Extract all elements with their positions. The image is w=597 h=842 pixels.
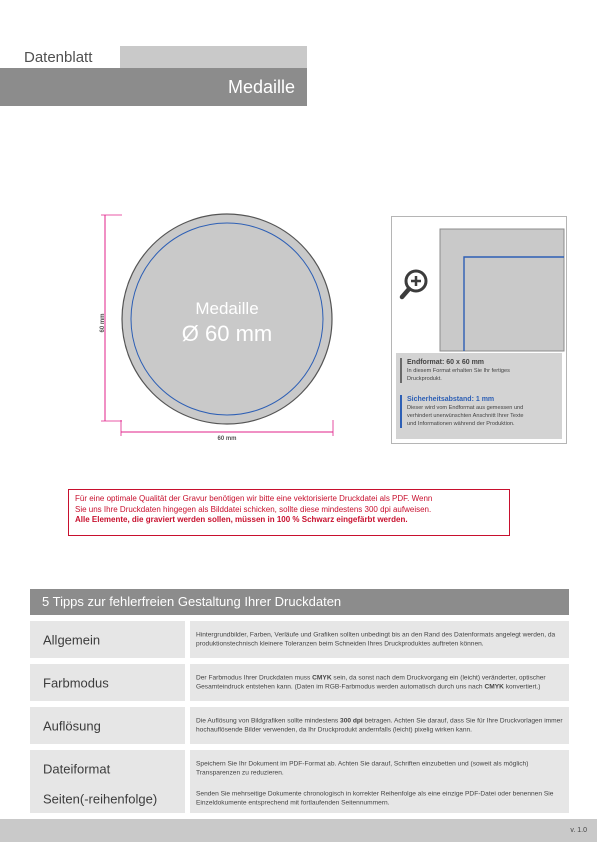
notice-bold-line: Alle Elemente, die graviert werden sollen, müssen in 100 % Schwarz eingefärbt werden.	[75, 515, 408, 524]
zoom-detail-panel	[391, 216, 567, 444]
notice-line: Für eine optimale Qualität der Gravur benötigen wir bitte eine vektorisierte Druckdatei als PDF. Wenn	[75, 494, 433, 503]
notice-line: Sie uns Ihre Druckdaten hingegen als Bilddatei schicken, sollte diese mindestens 300 dpi aufweisen.	[75, 504, 432, 514]
safety-margin-line: verhindert unerwünschten Anschnitt Ihrer Texte	[407, 413, 524, 419]
tip-text: Der Farbmodus Ihrer Druckdaten muss CMYK sein, da sonst nach dem Druckvorgang ein (leicht) veränderter, optischer Gesamteindruck entstehen kann. (Daten im RGB-Farbmodus werden automatisch durch uns nach CMYK konvertiert.)	[196, 674, 546, 691]
safety-margin-title: Sicherheitsabstand: 1 mm	[407, 396, 495, 403]
tip-row-farbmodus	[30, 664, 569, 701]
endformat-line: In diesem Format erhalten Sie Ihr fertiges	[407, 368, 510, 374]
medal-size-label: Ø 60 mm	[181, 321, 273, 346]
tip-row-seitenreihenfolge	[30, 784, 569, 813]
tip-text: Die Auflösung von Bildgrafiken sollte mindestens 300 dpi betragen. Achten Sie darauf, dass Sie für Ihre Druckvorlagen immer hochauflösende Bilder verwenden, da Ihr Druckprodukt andernfalls (leicht) pixelig wirken kann.	[196, 717, 563, 734]
engraving-notice	[68, 489, 510, 536]
format-info-box	[396, 353, 562, 439]
title-bar	[0, 68, 307, 106]
tip-text: Speichern Sie Ihr Dokument im PDF-Format ab. Achten Sie darauf, Schriften einzubetten und (soweit als möglich) Transparenzen zu reduzieren.	[196, 760, 529, 777]
tip-text: Senden Sie mehrseitige Dokumente chronologisch in korrekter Reihenfolge als eine einzige PDF-Datei oder benennen Sie Einzeldokumente entsprechend mit fortlaufenden Seitennummern.	[196, 790, 554, 807]
endformat-info	[400, 358, 558, 383]
tip-label: Allgemein	[43, 632, 101, 647]
tip-label: Auflösung	[43, 718, 101, 733]
footer-bar	[0, 819, 597, 842]
tip-row-dateiformat	[30, 750, 569, 787]
tip-text: Hintergrundbilder, Farben, Verläufe und Grafiken sollten unbedingt bis an den Rand des Datenformats angelegt werden, da produktionstechnisch kleinere Toleranzen beim Schneiden Ihres Druckproduktes auftreten können.	[196, 631, 556, 648]
endformat-line: Druckprodukt.	[407, 376, 442, 382]
medal-name-label: Medaille	[195, 299, 259, 318]
tips-heading: 5 Tipps zur fehlerfreien Gestaltung Ihrer Druckdaten	[30, 589, 569, 615]
width-dimension-label: 60 mm	[217, 436, 237, 442]
tip-label: Farbmodus	[43, 675, 109, 690]
zoom-product-area	[440, 229, 564, 351]
tip-label: Dateiformat	[43, 761, 111, 776]
version-label: v. 1.0	[570, 827, 587, 834]
safety-margin-line: Dieser wird vom Endformat aus gemessen und	[407, 405, 524, 411]
zoom-in-icon	[402, 271, 426, 297]
endformat-title: Endformat: 60 x 60 mm	[407, 359, 485, 366]
tip-label: Seiten(-reihenfolge)	[43, 791, 158, 806]
page-title: Medaille	[227, 77, 295, 97]
tip-row-aufloesung	[30, 707, 569, 744]
datasheet-tab-label: Datenblatt	[0, 46, 120, 68]
tip-row-allgemein	[30, 621, 569, 658]
safety-margin-info	[400, 395, 558, 428]
top-strip	[0, 0, 597, 46]
zoom-detail-drawing	[392, 217, 568, 357]
safety-margin-line: und Informationen während der Produktion.	[407, 421, 515, 427]
height-dimension-label: 60 mm	[100, 313, 106, 333]
medal-circle	[122, 214, 332, 424]
